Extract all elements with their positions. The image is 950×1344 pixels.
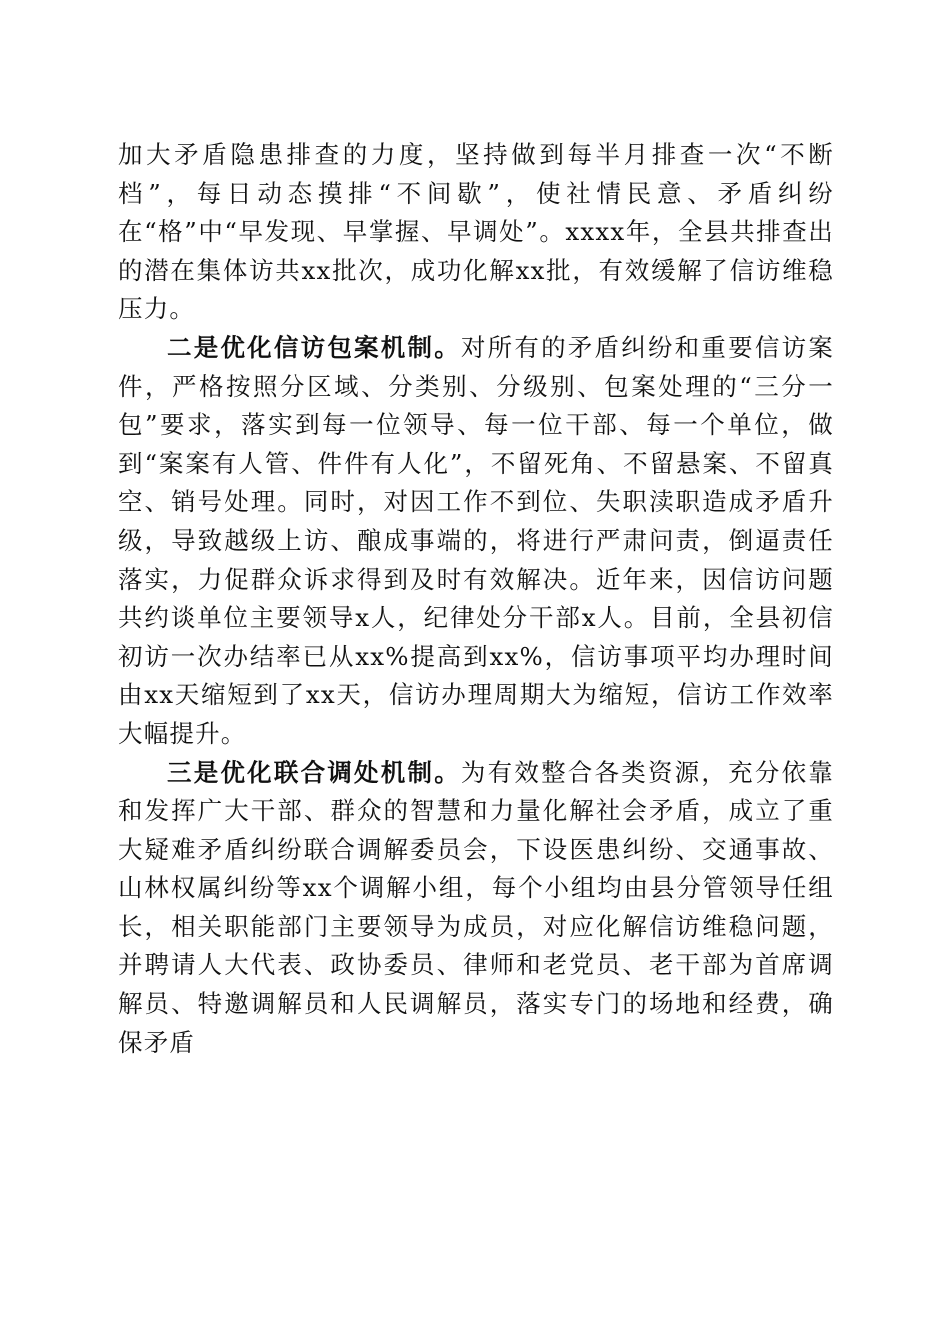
paragraph-continuation [118,136,834,329]
document-body [118,136,834,1062]
paragraph-heading: 三是优化联合调处机制。 [167,757,461,787]
paragraph-joint-mediation-mechanism [118,754,834,1063]
paragraph-text: 为有效整合各类资源，充分依靠和发挥广大干部、群众的智慧和力量化解社会矛盾，成立了重大疑难矛盾纠纷联合调解委员会，下设医患纠纷、交通事故、山林权属纠纷等xx个调解小组，每个小组均由县分管领导任组长，相关职能部门主要领导为成员，对应化解信访维稳问题，并聘请人大代表、政协委员、律师和老党员、老干部为首席调解员、特邀调解员和人民调解员，落实专门的场地和经费，确保矛盾 [118,757,834,1057]
paragraph-text: 对所有的矛盾纠纷和重要信访案件，严格按照分区域、分类别、分级别、包案处理的“三分一包”要求，落实到每一位领导、每一位干部、每一个单位，做到“案案有人管、件件有人化”，不留死角、不留悬案、不留真空、销号处理。同时，对因工作不到位、失职渎职造成矛盾升级，导致越级上访、酿成事端的，将进行严肃问责，倒逼责任落实，力促群众诉求得到及时有效解决。近年来，因信访问题共约谈单位主要领导x人，纪律处分干部x人。目前，全县初信初访一次办结率已从xx%提高到xx%，信访事项平均办理时间由xx天缩短到了xx天，信访办理周期大为缩短，信访工作效率大幅提升。 [118,332,834,748]
paragraph-petition-case-mechanism [118,329,834,754]
paragraph-heading: 二是优化信访包案机制。 [167,332,461,362]
paragraph-text: 加大矛盾隐患排查的力度，坚持做到每半月排查一次“不断档”，每日动态摸排“不间歇”，使社情民意、矛盾纠纷在“格”中“早发现、早掌握、早调处”。xxxx年，全县共排查出的潜在集体访共xx批次，成功化解xx批，有效缓解了信访维稳压力。 [118,140,834,324]
